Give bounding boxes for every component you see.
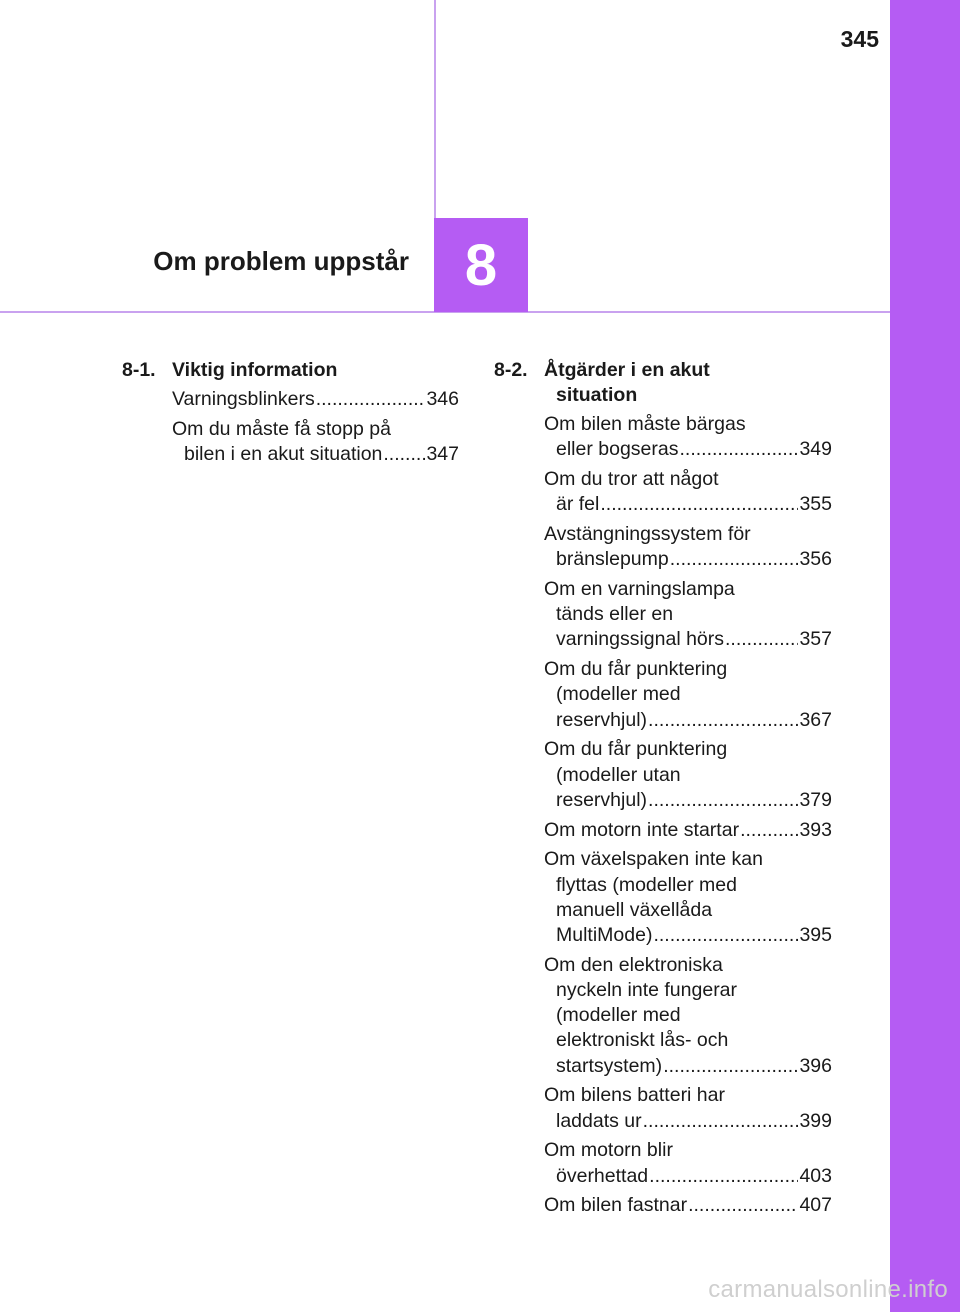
entry-label: (modeller med — [556, 1004, 681, 1027]
section-title: Viktig information — [172, 359, 338, 381]
entry-page-number: 347 — [426, 442, 459, 465]
toc-entry[interactable] — [544, 412, 832, 462]
entry-label: tänds eller en — [556, 603, 674, 626]
entry-page-number: 367 — [799, 708, 832, 731]
entry-label: reservhjul) — [556, 788, 648, 811]
entry-page-number: 349 — [799, 438, 832, 461]
dot-leader — [688, 1193, 798, 1218]
entry-page-number: 346 — [426, 388, 459, 410]
entry-label: nyckeln inte fungerar — [556, 979, 738, 1001]
dot-leader — [643, 1109, 799, 1134]
chapter-title: Om problem uppstår — [153, 246, 409, 276]
section-number: 8-1. — [122, 359, 156, 381]
toc-entry[interactable] — [172, 417, 459, 467]
entry-label: är fel — [556, 493, 600, 516]
dot-leader — [663, 1054, 798, 1079]
entry-label: Om motorn inte startar — [544, 818, 740, 841]
dot-leader — [679, 437, 798, 462]
dot-leader — [670, 547, 799, 572]
chapter-tab-sidebar — [890, 0, 960, 1312]
section-number: 8-2. — [494, 359, 528, 381]
entry-label: bränslepump — [556, 548, 669, 571]
entry-label: MultiMode) — [556, 924, 653, 946]
toc-entry[interactable] — [544, 1193, 832, 1218]
entry-label: Om du får punktering — [544, 658, 728, 681]
dot-leader — [725, 627, 798, 652]
entry-label: Om den elektroniska — [544, 953, 723, 976]
entry-page-number: 356 — [799, 548, 832, 571]
dot-leader — [383, 442, 425, 467]
entry-label: Om du får punktering — [544, 738, 728, 761]
dot-leader — [316, 387, 426, 412]
entry-label: Om växelspaken inte kan — [544, 848, 763, 871]
watermark: carmanualsonline.info — [708, 1276, 948, 1303]
toc-entry[interactable] — [544, 1083, 832, 1133]
entry-label: överhettad — [556, 1164, 649, 1187]
entry-page-number: 403 — [799, 1164, 832, 1187]
entry-label: bilen i en akut situation — [184, 442, 383, 465]
toc-entry[interactable] — [544, 577, 832, 653]
section-title: Åtgärder i en akut situation — [544, 359, 710, 406]
entry-label: Varningsblinkers — [172, 388, 315, 410]
toc-entry[interactable] — [544, 657, 832, 733]
dot-leader — [649, 1164, 798, 1189]
entry-label: (modeller utan — [556, 763, 681, 786]
dot-leader — [653, 923, 798, 948]
entry-label: laddats ur — [556, 1109, 642, 1132]
toc-entry[interactable] — [544, 953, 832, 1079]
chapter-number: 8 — [464, 232, 498, 298]
toc-entry[interactable] — [544, 467, 832, 517]
toc-entry[interactable] — [544, 818, 832, 843]
toc-entry[interactable] — [544, 522, 832, 572]
entry-page-number: 355 — [799, 493, 832, 516]
entry-page-number: 379 — [799, 788, 832, 811]
dot-leader — [648, 708, 798, 733]
entry-page-number: 396 — [799, 1054, 832, 1077]
entry-label: flyttas (modeller med — [556, 873, 737, 896]
toc-entry[interactable] — [544, 847, 832, 948]
entry-label: Om bilen fastnar — [544, 1194, 688, 1217]
entry-page-number: 395 — [799, 924, 832, 946]
entry-label: startsystem) — [556, 1054, 663, 1077]
entry-page-number: 393 — [799, 818, 832, 841]
entry-page-number: 357 — [799, 628, 832, 651]
entry-label: Om en varningslampa — [544, 578, 735, 600]
entry-page-number: 399 — [799, 1109, 832, 1132]
vertical-rule — [434, 0, 436, 218]
toc-entry[interactable] — [544, 737, 832, 813]
entry-label: Om bilens batteri har — [544, 1084, 725, 1107]
entry-label: Om du måste få stopp på — [172, 417, 391, 440]
dot-leader — [648, 788, 798, 813]
entry-label: Om bilen måste bärgas — [544, 413, 746, 435]
dot-leader — [600, 492, 798, 517]
entry-label: Avstängningssystem för — [544, 523, 751, 545]
entry-label: eller bogseras — [556, 438, 679, 461]
entry-label: Om motorn blir — [544, 1139, 673, 1162]
entry-label: (modeller med — [556, 683, 681, 706]
entry-label: varningssignal hörs — [556, 628, 725, 651]
dot-leader — [740, 818, 798, 843]
entry-label: elektroniskt lås- och — [556, 1029, 729, 1052]
chapter-number-box — [434, 218, 528, 312]
entry-page-number: 407 — [799, 1194, 832, 1217]
toc-entry[interactable] — [172, 387, 459, 412]
entry-label: reservhjul) — [556, 708, 648, 731]
entry-label: Om du tror att något — [544, 468, 719, 490]
entry-label: manuell växellåda — [556, 898, 713, 921]
toc-entry[interactable] — [544, 1138, 832, 1188]
page-number: 345 — [840, 26, 879, 52]
